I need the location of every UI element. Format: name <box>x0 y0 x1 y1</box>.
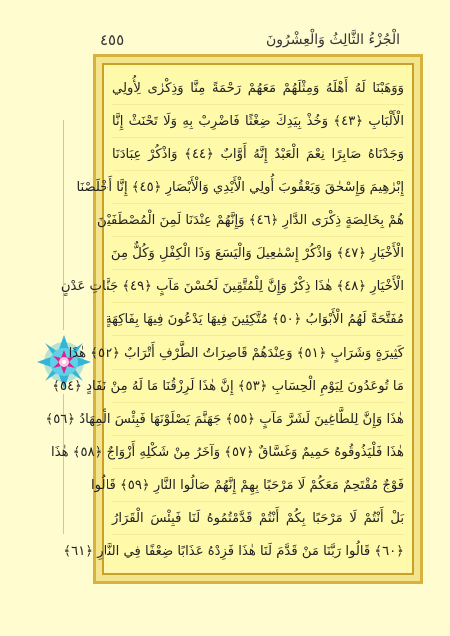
text-line-13: فَوْجٌ مُقْتَحِمٌ مَعَكُمْ لَا مَرْحَبًا بِهِمْ إِنَّهُمْ صَالُوا النَّارِ ﴿٥٩﴾ قَالُوا <box>112 470 404 502</box>
text-line-10: مَا تُوعَدُونَ لِيَوْمِ الْحِسَابِ ﴿٥٣﴾ إِنَّ هٰذَا لَرِزْقُنَا مَا لَهُ مِنْ نَفَادٍ ﴿٥٤﴾ <box>112 371 404 403</box>
text-line-3: وَجَدْنَاهُ صَابِرًا نِعْمَ الْعَبْدُ إِنَّهُ أَوَّابٌ ﴿٤٤﴾ وَاذْكُرْ عِبَادَنَا <box>112 139 404 171</box>
text-line-1: وَوَهَبْنَا لَهُ أَهْلَهُ وَمِثْلَهُمْ مَعَهُمْ رَحْمَةً مِنَّا وَذِكْرٰى لِأُولِي <box>112 73 404 105</box>
text-line-8: مُفَتَّحَةً لَهُمُ الْأَبْوَابُ ﴿٥٠﴾ مُتَّكِئِينَ فِيهَا يَدْعُونَ فِيهَا بِفَاكِهَةٍ <box>112 304 404 336</box>
text-line-6: الْأَخْيَارِ ﴿٤٧﴾ وَاذْكُرْ إِسْمٰعِيلَ وَالْيَسَعَ وَذَا الْكِفْلِ وَكُلٌّ مِنَ <box>112 238 404 270</box>
text-line-2: الْأَلْبَابِ ﴿٤٣﴾ وَخُذْ بِيَدِكَ ضِغْثًا فَاضْرِبْ بِهِ وَلَا تَحْنَثْ إِنَّا <box>112 106 404 138</box>
page-header <box>100 28 400 52</box>
text-line-11: هٰذَا وَإِنَّ لِلطَّاغِينَ لَشَرَّ مَآبٍ ﴿٥٥﴾ جَهَنَّمَ يَصْلَوْنَهَا فَبِئْسَ الْمِهَادُ ﴿٥٦﴾ <box>112 404 404 436</box>
text-line-7: الْأَخْيَارِ ﴿٤٨﴾ هٰذَا ذِكْرٌ وَإِنَّ لِلْمُتَّقِينَ لَحُسْنَ مَآبٍ ﴿٤٩﴾ جَنَّاتِ عَدْنٍ <box>112 271 404 303</box>
text-frame <box>45 54 423 584</box>
text-line-4: إِبْرٰهِيمَ وَإِسْحٰقَ وَيَعْقُوبَ أُولِي الْأَيْدِي وَالْأَبْصَارِ ﴿٤٥﴾ إِنَّا أَخْلَصْنَا <box>112 172 404 204</box>
juz-title: الْجُزْءُ الثَّالِثُ وَالْعِشْرُونَ <box>266 32 400 48</box>
text-line-9: كَثِيرَةٍ وَشَرَابٍ ﴿٥١﴾ وَعِنْدَهُمْ قَاصِرَاتُ الطَّرْفِ أَتْرَابٌ ﴿٥٢﴾ هٰذَا <box>112 338 404 370</box>
text-line-15: ﴿٦٠﴾ قَالُوا رَبَّنَا مَنْ قَدَّمَ لَنَا هٰذَا فَزِدْهُ عَذَابًا ضِعْفًا فِي النَّارِ ﴿٦١﴾ <box>63 543 404 559</box>
text-line-14: بَلْ أَنْتُمْ لَا مَرْحَبًا بِكُمْ أَنْتُمْ قَدَّمْتُمُوهُ لَنَا فَبِئْسَ الْقَرَارُ <box>112 503 404 535</box>
quran-text-block <box>45 63 414 575</box>
page-number: ٤٥٥ <box>100 31 125 49</box>
text-line-12: هٰذَا فَلْيَذُوقُوهُ حَمِيمٌ وَغَسَّاقٌ ﴿٥٧﴾ وَآخَرُ مِنْ شَكْلِهِ أَزْوَاجٌ ﴿٥٨﴾ هٰذَا <box>112 437 404 469</box>
text-line-5: هُمْ بِخَالِصَةٍ ذِكْرَى الدَّارِ ﴿٤٦﴾ وَإِنَّهُمْ عِنْدَنَا لَمِنَ الْمُصْطَفَيْنَ <box>112 205 404 237</box>
